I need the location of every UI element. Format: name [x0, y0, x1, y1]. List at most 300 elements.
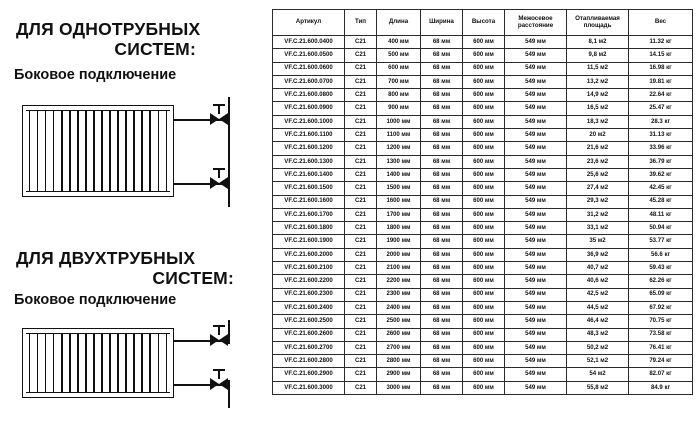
cell-heated-area: 20 м2 [567, 129, 629, 142]
cell-center-distance: 549 мм [505, 262, 567, 275]
cell-type: C21 [345, 381, 377, 394]
cell-article: VF.C.21.600.1100 [273, 129, 345, 142]
cell-type: C21 [345, 235, 377, 248]
cell-center-distance: 549 мм [505, 381, 567, 394]
cell-height: 600 мм [463, 315, 505, 328]
cell-center-distance: 549 мм [505, 62, 567, 75]
cell-center-distance: 549 мм [505, 301, 567, 314]
radiator-fins [23, 106, 173, 196]
cell-width: 68 мм [421, 235, 463, 248]
cell-weight: 33.96 кг [629, 142, 693, 155]
cell-length: 1900 мм [377, 235, 421, 248]
cell-width: 68 мм [421, 222, 463, 235]
cell-article: VF.C.21.600.2300 [273, 288, 345, 301]
valve-handle [213, 168, 225, 170]
cell-length: 1400 мм [377, 168, 421, 181]
table-row [273, 89, 693, 102]
cell-length: 2900 мм [377, 368, 421, 381]
cell-weight: 73.58 кг [629, 328, 693, 341]
cell-weight: 16.98 кг [629, 62, 693, 75]
cell-width: 68 мм [421, 115, 463, 128]
cell-type: C21 [345, 75, 377, 88]
cell-weight: 48.11 кг [629, 208, 693, 221]
cell-height: 600 мм [463, 262, 505, 275]
radiator-fin [101, 111, 102, 191]
cell-article: VF.C.21.600.1900 [273, 235, 345, 248]
cell-article: VF.C.21.600.0600 [273, 62, 345, 75]
table-row [273, 168, 693, 181]
cell-height: 600 мм [463, 368, 505, 381]
cell-article: VF.C.21.600.2500 [273, 315, 345, 328]
cell-type: C21 [345, 355, 377, 368]
cell-length: 1200 мм [377, 142, 421, 155]
table-row [273, 195, 693, 208]
cell-article: VF.C.21.600.2800 [273, 355, 345, 368]
radiator-fin [37, 111, 38, 191]
cell-heated-area: 55,8 м2 [567, 381, 629, 394]
riser-connector-top [220, 119, 230, 121]
cell-heated-area: 13,2 м2 [567, 75, 629, 88]
cell-article: VF.C.21.600.1300 [273, 155, 345, 168]
column-header-type: Тип [345, 10, 377, 36]
radiator-fin [53, 334, 54, 392]
radiator-fin [109, 111, 110, 191]
radiator-fin [29, 334, 30, 392]
cell-article: VF.C.21.600.0700 [273, 75, 345, 88]
cell-width: 68 мм [421, 168, 463, 181]
cell-heated-area: 40,7 м2 [567, 262, 629, 275]
cell-weight: 79.24 кг [629, 355, 693, 368]
cell-height: 600 мм [463, 102, 505, 115]
cell-length: 2300 мм [377, 288, 421, 301]
cell-article: VF.C.21.600.0900 [273, 102, 345, 115]
cell-width: 68 мм [421, 89, 463, 102]
cell-length: 2100 мм [377, 262, 421, 275]
column-header-weight: Вес [629, 10, 693, 36]
cell-width: 68 мм [421, 75, 463, 88]
cell-width: 68 мм [421, 355, 463, 368]
cell-width: 68 мм [421, 195, 463, 208]
table-row [273, 155, 693, 168]
table-row [273, 235, 693, 248]
cell-width: 68 мм [421, 315, 463, 328]
cell-center-distance: 549 мм [505, 328, 567, 341]
cell-article: VF.C.21.600.1500 [273, 182, 345, 195]
table-row [273, 36, 693, 49]
cell-height: 600 мм [463, 328, 505, 341]
cell-center-distance: 549 мм [505, 36, 567, 49]
cell-article: VF.C.21.600.2600 [273, 328, 345, 341]
cell-type: C21 [345, 248, 377, 261]
radiator-fin [149, 334, 150, 392]
cell-width: 68 мм [421, 328, 463, 341]
cell-length: 2500 мм [377, 315, 421, 328]
cell-type: C21 [345, 195, 377, 208]
cell-weight: 42.45 кг [629, 182, 693, 195]
cell-length: 700 мм [377, 75, 421, 88]
cell-width: 68 мм [421, 102, 463, 115]
cell-type: C21 [345, 168, 377, 181]
cell-article: VF.C.21.600.2000 [273, 248, 345, 261]
specifications-table [272, 9, 693, 395]
cell-center-distance: 549 мм [505, 75, 567, 88]
cell-weight: 31.13 кг [629, 129, 693, 142]
cell-height: 600 мм [463, 275, 505, 288]
cell-width: 68 мм [421, 288, 463, 301]
radiator-fin [45, 111, 46, 191]
cell-length: 2000 мм [377, 248, 421, 261]
cell-length: 1000 мм [377, 115, 421, 128]
section-one-subheading: Боковое подключение [14, 67, 177, 83]
table-row [273, 222, 693, 235]
cell-weight: 19.81 кг [629, 75, 693, 88]
cell-heated-area: 25,6 м2 [567, 168, 629, 181]
cell-height: 600 мм [463, 222, 505, 235]
radiator-fins [23, 329, 173, 397]
cell-length: 1600 мм [377, 195, 421, 208]
cell-width: 68 мм [421, 341, 463, 354]
cell-heated-area: 8,1 м2 [567, 36, 629, 49]
cell-weight: 53.77 кг [629, 235, 693, 248]
cell-weight: 67.92 кг [629, 301, 693, 314]
cell-weight: 82.07 кг [629, 368, 693, 381]
column-header-center-distance: Межосевое расстояние [505, 10, 567, 36]
cell-width: 68 мм [421, 36, 463, 49]
cell-type: C21 [345, 62, 377, 75]
radiator-fin [69, 334, 70, 392]
table-row [273, 115, 693, 128]
radiator-diagram-two-pipe [10, 320, 258, 408]
table-row [273, 301, 693, 314]
radiator-fin [61, 111, 62, 191]
section-two-heading-line2: СИСТЕМ: [152, 267, 234, 288]
cell-heated-area: 46,4 м2 [567, 315, 629, 328]
table-row [273, 49, 693, 62]
cell-type: C21 [345, 288, 377, 301]
cell-height: 600 мм [463, 36, 505, 49]
table-row [273, 129, 693, 142]
radiator-fin [53, 111, 54, 191]
cell-article: VF.C.21.600.2900 [273, 368, 345, 381]
cell-weight: 50.94 кг [629, 222, 693, 235]
radiator-fin [117, 334, 118, 392]
cell-width: 68 мм [421, 248, 463, 261]
table-row [273, 341, 693, 354]
radiator-fin [77, 334, 78, 392]
cell-weight: 28.3 кг [629, 115, 693, 128]
cell-length: 2700 мм [377, 341, 421, 354]
radiator-body [22, 105, 174, 197]
cell-length: 800 мм [377, 89, 421, 102]
table-row [273, 368, 693, 381]
cell-height: 600 мм [463, 195, 505, 208]
cell-length: 2400 мм [377, 301, 421, 314]
cell-heated-area: 18,3 м2 [567, 115, 629, 128]
cell-article: VF.C.21.600.0400 [273, 36, 345, 49]
cell-length: 3000 мм [377, 381, 421, 394]
table-row [273, 275, 693, 288]
cell-width: 68 мм [421, 262, 463, 275]
radiator-fin [125, 334, 126, 392]
cell-height: 600 мм [463, 142, 505, 155]
cell-weight: 70.75 кг [629, 315, 693, 328]
specifications-table-container [272, 9, 692, 395]
cell-heated-area: 16,5 м2 [567, 102, 629, 115]
cell-width: 68 мм [421, 142, 463, 155]
cell-width: 68 мм [421, 368, 463, 381]
cell-height: 600 мм [463, 75, 505, 88]
radiator-fin [85, 334, 86, 392]
cell-article: VF.C.21.600.1700 [273, 208, 345, 221]
cell-width: 68 мм [421, 129, 463, 142]
cell-heated-area: 52,1 м2 [567, 355, 629, 368]
section-two-subheading: Боковое подключение [14, 292, 177, 308]
riser-pipe [228, 97, 230, 207]
section-one-heading-line1: ДЛЯ ОДНОТРУБНЫХ [16, 19, 201, 39]
cell-type: C21 [345, 315, 377, 328]
cell-center-distance: 549 мм [505, 155, 567, 168]
cell-center-distance: 549 мм [505, 195, 567, 208]
radiator-fin [37, 334, 38, 392]
radiator-fin [141, 111, 142, 191]
cell-heated-area: 42,5 м2 [567, 288, 629, 301]
cell-center-distance: 549 мм [505, 129, 567, 142]
valve-handle [213, 104, 225, 106]
cell-center-distance: 549 мм [505, 341, 567, 354]
cell-weight: 11.32 кг [629, 36, 693, 49]
cell-heated-area: 23,6 м2 [567, 155, 629, 168]
cell-length: 1300 мм [377, 155, 421, 168]
valve-stem [218, 327, 220, 335]
cell-type: C21 [345, 222, 377, 235]
cell-center-distance: 549 мм [505, 182, 567, 195]
cell-center-distance: 549 мм [505, 89, 567, 102]
cell-article: VF.C.21.600.2200 [273, 275, 345, 288]
cell-center-distance: 549 мм [505, 142, 567, 155]
radiator-fin [61, 334, 62, 392]
cell-center-distance: 549 мм [505, 102, 567, 115]
table-row [273, 102, 693, 115]
cell-article: VF.C.21.600.2400 [273, 301, 345, 314]
cell-center-distance: 549 мм [505, 368, 567, 381]
cell-center-distance: 549 мм [505, 208, 567, 221]
radiator-fin [45, 334, 46, 392]
cell-article: VF.C.21.600.2100 [273, 262, 345, 275]
cell-width: 68 мм [421, 301, 463, 314]
radiator-fin [149, 111, 150, 191]
cell-length: 2600 мм [377, 328, 421, 341]
cell-article: VF.C.21.600.3000 [273, 381, 345, 394]
cell-type: C21 [345, 102, 377, 115]
cell-weight: 22.64 кг [629, 89, 693, 102]
column-header-height: Высота [463, 10, 505, 36]
cell-height: 600 мм [463, 182, 505, 195]
cell-type: C21 [345, 208, 377, 221]
cell-heated-area: 35 м2 [567, 235, 629, 248]
section-one-heading [16, 20, 254, 60]
cell-type: C21 [345, 328, 377, 341]
cell-center-distance: 549 мм [505, 315, 567, 328]
cell-article: VF.C.21.600.1000 [273, 115, 345, 128]
cell-type: C21 [345, 36, 377, 49]
cell-heated-area: 27,4 м2 [567, 182, 629, 195]
cell-article: VF.C.21.600.2700 [273, 341, 345, 354]
table-row [273, 288, 693, 301]
cell-weight: 36.79 кг [629, 155, 693, 168]
radiator-fin [93, 334, 94, 392]
cell-weight: 59.43 кг [629, 262, 693, 275]
radiator-fin [141, 334, 142, 392]
cell-length: 500 мм [377, 49, 421, 62]
cell-heated-area: 40,6 м2 [567, 275, 629, 288]
radiator-diagram-single-pipe [10, 97, 258, 209]
radiator-fin [101, 334, 102, 392]
cell-heated-area: 44,5 м2 [567, 301, 629, 314]
cell-weight: 65.09 кг [629, 288, 693, 301]
cell-width: 68 мм [421, 62, 463, 75]
cell-heated-area: 31,2 м2 [567, 208, 629, 221]
cell-type: C21 [345, 275, 377, 288]
cell-height: 600 мм [463, 208, 505, 221]
cell-center-distance: 549 мм [505, 355, 567, 368]
cell-center-distance: 549 мм [505, 168, 567, 181]
table-body [273, 36, 693, 395]
cell-article: VF.C.21.600.1600 [273, 195, 345, 208]
cell-width: 68 мм [421, 182, 463, 195]
cell-article: VF.C.21.600.0800 [273, 89, 345, 102]
cell-weight: 45.28 кг [629, 195, 693, 208]
cell-type: C21 [345, 368, 377, 381]
column-header-heated-area: Отапливаемая площадь [567, 10, 629, 36]
valve-handle [213, 325, 225, 327]
cell-width: 68 мм [421, 49, 463, 62]
radiator-fin [109, 334, 110, 392]
cell-length: 900 мм [377, 102, 421, 115]
cell-height: 600 мм [463, 62, 505, 75]
cell-center-distance: 549 мм [505, 235, 567, 248]
cell-heated-area: 29,3 м2 [567, 195, 629, 208]
cell-center-distance: 549 мм [505, 222, 567, 235]
table-row [273, 62, 693, 75]
radiator-fin [166, 111, 167, 191]
radiator-fin [69, 111, 70, 191]
riser-connector-bottom [220, 183, 230, 185]
radiator-fin [29, 111, 30, 191]
table-row [273, 75, 693, 88]
cell-weight: 62.26 кг [629, 275, 693, 288]
table-row [273, 142, 693, 155]
table-row [273, 328, 693, 341]
cell-center-distance: 549 мм [505, 115, 567, 128]
table-head [273, 10, 693, 36]
cell-heated-area: 50,2 м2 [567, 341, 629, 354]
radiator-fin [133, 334, 134, 392]
column-header-article: Артикул [273, 10, 345, 36]
radiator-fin [117, 111, 118, 191]
cell-height: 600 мм [463, 49, 505, 62]
radiator-body [22, 328, 174, 398]
cell-height: 600 мм [463, 301, 505, 314]
valve-stem [218, 170, 220, 178]
cell-height: 600 мм [463, 355, 505, 368]
cell-height: 600 мм [463, 89, 505, 102]
cell-heated-area: 9,8 м2 [567, 49, 629, 62]
riser-connector-bottom [220, 384, 230, 386]
cell-weight: 76.41 кг [629, 341, 693, 354]
cell-weight: 56.6 кг [629, 248, 693, 261]
cell-weight: 14.15 кг [629, 49, 693, 62]
cell-height: 600 мм [463, 288, 505, 301]
column-header-width: Ширина [421, 10, 463, 36]
cell-weight: 39.62 кг [629, 168, 693, 181]
cell-type: C21 [345, 115, 377, 128]
cell-height: 600 мм [463, 168, 505, 181]
cell-weight: 25.47 кг [629, 102, 693, 115]
cell-height: 600 мм [463, 235, 505, 248]
cell-height: 600 мм [463, 341, 505, 354]
cell-heated-area: 36,9 м2 [567, 248, 629, 261]
table-header-row [273, 10, 693, 36]
table-row [273, 262, 693, 275]
cell-width: 68 мм [421, 275, 463, 288]
radiator-fin [93, 111, 94, 191]
cell-height: 600 мм [463, 155, 505, 168]
radiator-fin [166, 334, 167, 392]
cell-heated-area: 14,9 м2 [567, 89, 629, 102]
cell-center-distance: 549 мм [505, 49, 567, 62]
cell-heated-area: 48,3 м2 [567, 328, 629, 341]
cell-type: C21 [345, 142, 377, 155]
cell-height: 600 мм [463, 381, 505, 394]
radiator-fin [158, 334, 159, 392]
radiator-fin [77, 111, 78, 191]
cell-heated-area: 54 м2 [567, 368, 629, 381]
cell-center-distance: 549 мм [505, 288, 567, 301]
valve-handle [213, 369, 225, 371]
table-row [273, 315, 693, 328]
cell-article: VF.C.21.600.1800 [273, 222, 345, 235]
valve-stem [218, 106, 220, 114]
cell-length: 1100 мм [377, 129, 421, 142]
column-header-length: Длина [377, 10, 421, 36]
radiator-fin [158, 111, 159, 191]
cell-type: C21 [345, 341, 377, 354]
cell-weight: 84.9 кг [629, 381, 693, 394]
cell-type: C21 [345, 182, 377, 195]
cell-length: 1800 мм [377, 222, 421, 235]
table-row [273, 182, 693, 195]
cell-type: C21 [345, 262, 377, 275]
cell-length: 1500 мм [377, 182, 421, 195]
cell-article: VF.C.21.600.1200 [273, 142, 345, 155]
table-row [273, 381, 693, 394]
illustration-panel [0, 0, 268, 421]
valve-stem [218, 371, 220, 379]
cell-center-distance: 549 мм [505, 248, 567, 261]
cell-type: C21 [345, 301, 377, 314]
table-row [273, 208, 693, 221]
cell-type: C21 [345, 129, 377, 142]
section-two-heading [16, 249, 254, 289]
cell-article: VF.C.21.600.1400 [273, 168, 345, 181]
cell-height: 600 мм [463, 248, 505, 261]
section-one-heading-line2: СИСТЕМ: [114, 38, 196, 59]
cell-width: 68 мм [421, 155, 463, 168]
cell-center-distance: 549 мм [505, 275, 567, 288]
cell-heated-area: 21,6 м2 [567, 142, 629, 155]
table-row [273, 355, 693, 368]
cell-length: 2200 мм [377, 275, 421, 288]
